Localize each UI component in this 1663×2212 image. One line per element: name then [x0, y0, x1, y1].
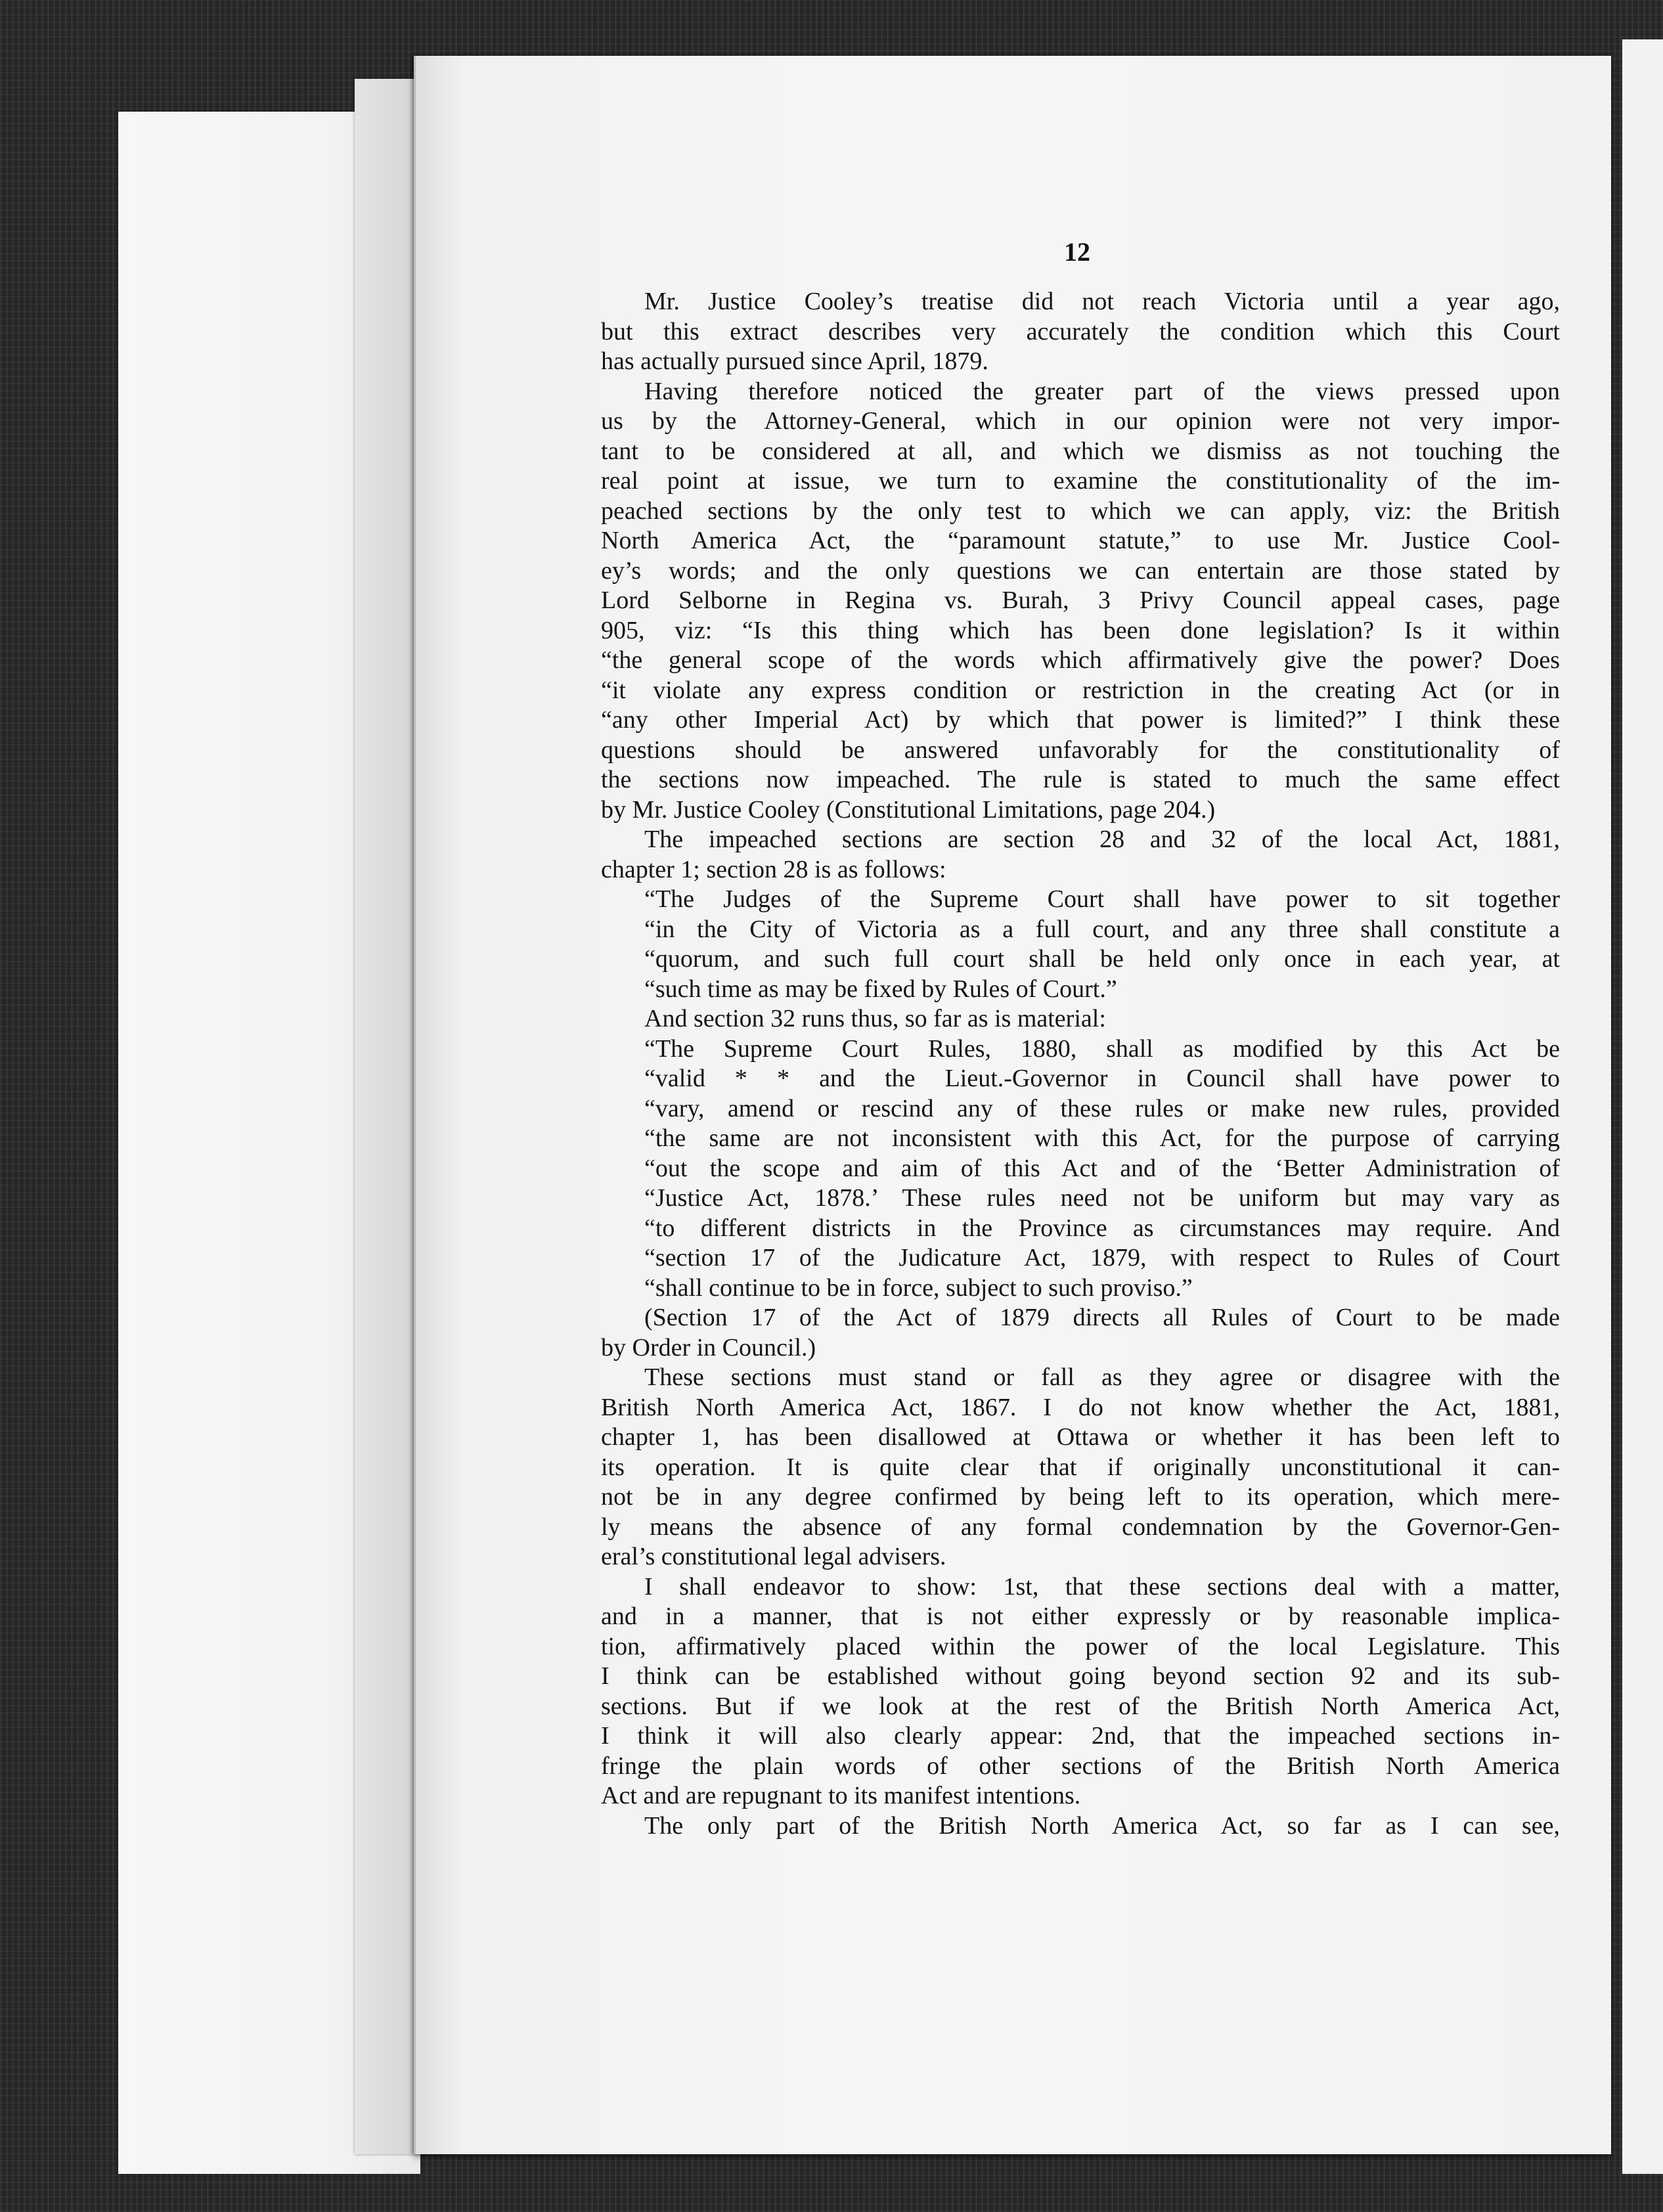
text-line: “valid * * and the Lieut.-Governor in Council shall have power to: [644, 1065, 1560, 1092]
text-line: fringe the plain words of other sections of the British North America: [601, 1752, 1560, 1780]
text-line: I think can be established without going beyond section 92 and its sub-: [601, 1662, 1560, 1690]
text-line: sections. But if we look at the rest of the British North America Act,: [601, 1692, 1560, 1720]
page-body-text: [601, 287, 1560, 1841]
text-line: questions should be answered unfavorably for the constitutionality of: [601, 736, 1560, 764]
text-line: eral’s constitutional legal advisers.: [601, 1543, 946, 1570]
text-line: us by the Attorney-General, which in our opinion were not very impor-: [601, 407, 1560, 435]
text-line: by Order in Council.): [601, 1333, 816, 1361]
text-line: but this extract describes very accurately the condition which this Court: [601, 317, 1560, 345]
facing-page-right-edge: [1622, 39, 1663, 2174]
text-line: tion, affirmatively placed within the power of the local Legislature. This: [601, 1632, 1560, 1660]
text-line: “vary, amend or rescind any of these rules or make new rules, provided: [644, 1094, 1560, 1122]
text-line: “section 17 of the Judicature Act, 1879, with respect to Rules of Court: [644, 1244, 1560, 1272]
text-line: “the same are not inconsistent with this Act, for the purpose of carrying: [644, 1124, 1560, 1152]
text-line: These sections must stand or fall as they agree or disagree with the: [644, 1363, 1560, 1391]
text-line: 905, viz: “Is this thing which has been done legislation? Is it within: [601, 616, 1560, 644]
text-line: “Justice Act, 1878.’ These rules need not be uniform but may vary as: [644, 1184, 1560, 1212]
text-line: “quorum, and such full court shall be held only once in each year, at: [644, 945, 1560, 973]
text-line: tant to be considered at all, and which we dismiss as not touching the: [601, 437, 1560, 465]
text-line: real point at issue, we turn to examine the constitutionality of the im-: [601, 467, 1560, 495]
text-line: Act and are repugnant to its manifest intentions.: [601, 1782, 1081, 1809]
text-line: has actually pursued since April, 1879.: [601, 347, 988, 375]
text-line: peached sections by the only test to which we can apply, viz: the British: [601, 497, 1560, 525]
text-line: chapter 1; section 28 is as follows:: [601, 855, 946, 883]
text-line: “any other Imperial Act) by which that power is limited?” I think these: [601, 706, 1560, 734]
text-line: The only part of the British North America Act, so far as I can see,: [644, 1811, 1560, 1840]
text-line: British North America Act, 1867. I do not know whether the Act, 1881,: [601, 1393, 1560, 1421]
text-line: by Mr. Justice Cooley (Constitutional Limitations, page 204.): [601, 795, 1216, 824]
text-line: not be in any degree confirmed by being left to its operation, which mere-: [601, 1483, 1560, 1511]
text-line: “such time as may be fixed by Rules of Court.”: [644, 975, 1117, 1003]
text-line: chapter 1, has been disallowed at Ottawa or whether it has been left to: [601, 1423, 1560, 1451]
text-line: and in a manner, that is not either expressly or by reasonable implica-: [601, 1603, 1560, 1630]
text-line: ly means the absence of any formal condemnation by the Governor-Gen-: [601, 1513, 1560, 1541]
text-line: ey’s words; and the only questions we can entertain are those stated by: [601, 556, 1560, 585]
text-line: “shall continue to be in force, subject to such proviso.”: [644, 1273, 1193, 1302]
text-line: the sections now impeached. The rule is stated to much the same effect: [601, 766, 1560, 793]
text-line: I shall endeavor to show: 1st, that these sections deal with a matter,: [644, 1572, 1560, 1601]
text-line: “the general scope of the words which affirmatively give the power? Does: [601, 646, 1560, 674]
text-line: “out the scope and aim of this Act and of the ‘Better Administration of: [644, 1154, 1560, 1182]
text-line: And section 32 runs thus, so far as is material:: [644, 1005, 1106, 1032]
text-line: “The Judges of the Supreme Court shall have power to sit together: [644, 885, 1560, 913]
text-line: Lord Selborne in Regina vs. Burah, 3 Privy Council appeal cases, page: [601, 586, 1560, 614]
text-line: Having therefore noticed the greater part of the views pressed upon: [644, 377, 1560, 405]
text-line: Mr. Justice Cooley’s treatise did not reach Victoria until a year ago,: [644, 288, 1560, 315]
text-line: “it violate any express condition or restriction in the creating Act (or in: [601, 676, 1560, 704]
text-line: North America Act, the “paramount statute,” to use Mr. Justice Cool-: [601, 527, 1560, 554]
text-line: I think it will also clearly appear: 2nd, that the impeached sections in-: [601, 1722, 1560, 1750]
text-line: “in the City of Victoria as a full court, and any three shall constitute a: [644, 915, 1560, 943]
text-line: “The Supreme Court Rules, 1880, shall as modified by this Act be: [644, 1034, 1560, 1063]
text-line: (Section 17 of the Act of 1879 directs all Rules of Court to be made: [644, 1304, 1560, 1331]
text-line: The impeached sections are section 28 and 32 of the local Act, 1881,: [644, 826, 1560, 853]
text-line: “to different districts in the Province as circumstances may require. And: [644, 1214, 1560, 1242]
page-number: 12: [1064, 237, 1090, 267]
text-line: its operation. It is quite clear that if originally unconstitutional it can-: [601, 1453, 1560, 1481]
